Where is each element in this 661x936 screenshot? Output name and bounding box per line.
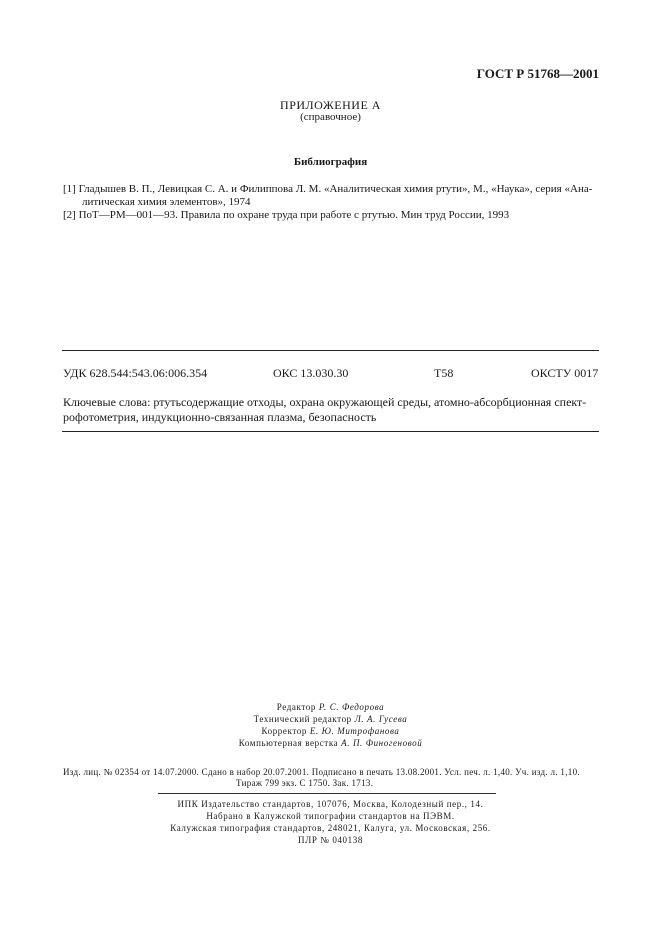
bibliography-ref-1: [1] Гладышев В. П., Левицкая С. А. и Филиппова Л. М. «Аналитическая химия ртути», М., «Наука», серия «Ана-: [63, 183, 593, 195]
credit-editor-name: Р. С. Федорова: [318, 702, 385, 712]
oks-code: ОКС 13.030.30: [273, 366, 349, 380]
credit-editor: [0, 702, 661, 712]
appendix-subtitle: (справочное): [300, 111, 361, 123]
t-code: Т58: [434, 366, 454, 380]
credit-tech-editor-name: Л. А. Гусева: [354, 714, 408, 724]
publication-info-line-1: Изд. лиц. № 02354 от 14.07.2000. Сдано в набор 20.07.2001. Подписано в печать 13.08.2001. Усл. печ. л. 1,40. Уч. изд. л. 1,10.: [63, 767, 580, 777]
publication-info-line-2: Тираж 799 экз. С 1750. Зак. 1713.: [236, 778, 374, 788]
credit-tech-editor: [0, 714, 661, 724]
okstu-code: ОКСТУ 0017: [531, 366, 599, 380]
bibliography-ref-1-continuation: литическая химия элементов», 1974: [82, 196, 251, 208]
printer-line-4: ПЛР № 040138: [298, 835, 363, 845]
credit-corrector-name: Е. Ю. Митрофанова: [309, 726, 400, 736]
printer-divider: [158, 793, 496, 794]
divider-bottom: [62, 431, 599, 432]
credit-layout: [0, 738, 661, 748]
keywords: Ключевые слова: ртутьсодержащие отходы, охрана окружающей среды, атомно-абсорбционная спект-рофотометрия, индукционно-связанная плазма, безопасность: [63, 395, 587, 424]
credit-corrector: [0, 726, 661, 736]
credit-layout-name: А. П. Финогеновой: [341, 738, 423, 748]
bibliography-ref-2: [2] ПоТ—РМ—001—93. Правила по охране труда при работе с ртутью. Мин труд России, 1993: [63, 209, 510, 221]
credit-tech-editor-label: Технический редактор: [253, 714, 352, 724]
printer-line-2: Набрано в Калужской типографии стандартов на ПЭВМ.: [206, 811, 455, 821]
printer-line-3: Калужская типография стандартов, 248021, Калуга, ул. Московская, 256.: [170, 823, 491, 833]
udk-code: УДК 628.544:543.06:006.354: [63, 366, 208, 380]
appendix-title: ПРИЛОЖЕНИЕ А: [280, 98, 381, 112]
credit-corrector-label: Корректор: [261, 726, 307, 736]
divider-top: [62, 350, 599, 351]
credit-editor-label: Редактор: [276, 702, 316, 712]
printer-line-1: ИПК Издательство стандартов, 107076, Москва, Колодезный пер., 14.: [177, 799, 484, 809]
standard-code: ГОСТ Р 51768—2001: [476, 66, 599, 81]
credit-layout-label: Компьютерная верстка: [238, 738, 339, 748]
bibliography-heading: Библиография: [293, 156, 368, 168]
